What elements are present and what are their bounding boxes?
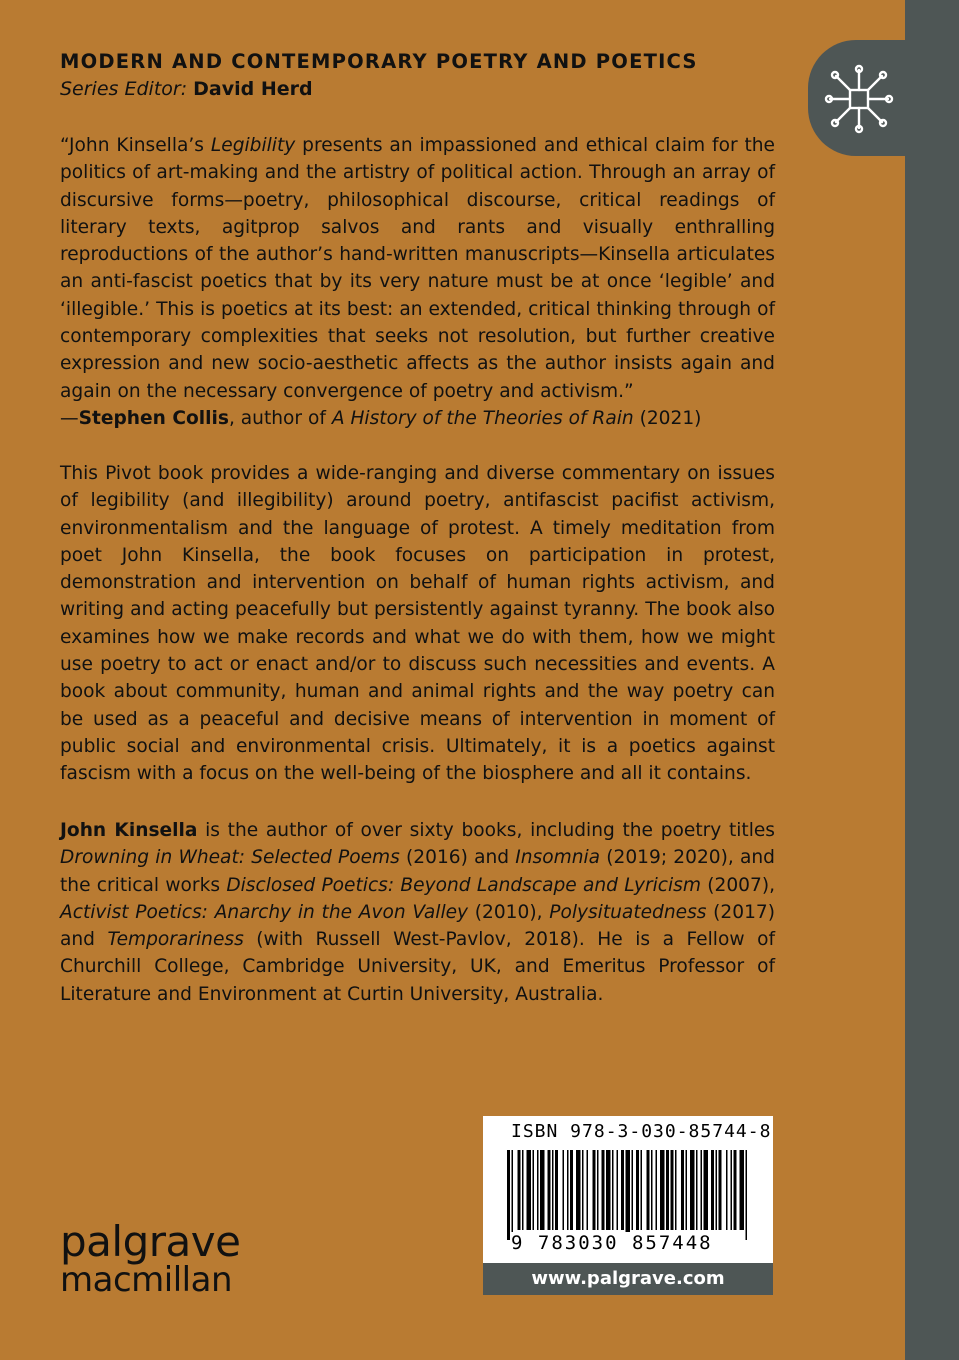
barcode-bar bbox=[555, 1150, 558, 1230]
barcode-bar bbox=[593, 1150, 596, 1230]
barcode-bar bbox=[632, 1150, 634, 1230]
barcode-bar bbox=[606, 1150, 611, 1230]
barcode-bar bbox=[731, 1150, 733, 1230]
barcode-bar bbox=[537, 1150, 539, 1230]
book-spine bbox=[905, 0, 959, 1360]
barcode-bar bbox=[518, 1150, 521, 1230]
barcode-bar bbox=[716, 1150, 718, 1230]
barcode-bar bbox=[552, 1150, 554, 1230]
bio-text-1: is the author of over sixty books, including the poetry titles bbox=[197, 820, 775, 841]
author-name: John Kinsella bbox=[60, 820, 198, 841]
barcode-bar bbox=[641, 1150, 643, 1230]
barcode-bar bbox=[647, 1150, 650, 1230]
barcode-bar bbox=[660, 1150, 665, 1230]
publisher-logo-line2: macmillan bbox=[60, 1260, 232, 1300]
series-editor-name: David Herd bbox=[193, 78, 313, 100]
series-emblem bbox=[808, 40, 908, 156]
barcode-bar bbox=[666, 1150, 669, 1230]
barcode-bar bbox=[527, 1150, 532, 1230]
barcode-bar bbox=[746, 1150, 748, 1240]
barcode-bar bbox=[582, 1150, 584, 1230]
barcode-bar bbox=[570, 1150, 573, 1230]
barcode-bar bbox=[734, 1150, 737, 1230]
quote-text-body: presents an impassioned and ethical claim for the politics of art-making and the artistry of political action. Through an array of discursive forms—poetry, philosophical discourse, critical readings of literary texts, agitprop salvos and rants and visually enthralling reproductions of the author’s hand-written manuscripts—Kinsella articulates an anti-fascist poetics that by its very nature must be at once ‘legible’ and ‘illegible.’ This is poetics at its best: an extended, critical thinking through of contemporary complexities that seeks not resolution, but further creative expression and new socio-aesthetic affects as the author insists again and again on the necessary convergence of poetry and activism.” bbox=[60, 135, 776, 402]
isbn-text: ISBN 978-3-030-85744-8 bbox=[511, 1121, 772, 1142]
barcode-bar bbox=[548, 1150, 551, 1230]
bio-book-3: Disclosed Poetics: Beyond Landscape and Lyricism bbox=[226, 874, 701, 896]
palgrave-star-icon bbox=[824, 64, 894, 134]
barcode-bar bbox=[656, 1150, 658, 1230]
barcode-bar bbox=[626, 1150, 631, 1240]
barcode-bar bbox=[719, 1150, 722, 1230]
barcode-bar bbox=[602, 1150, 605, 1230]
barcode-bars bbox=[503, 1150, 753, 1240]
bio-text-6: (2017) and bbox=[60, 901, 775, 951]
bio-text-2: (2016) and bbox=[399, 847, 516, 869]
barcode-bar bbox=[522, 1150, 524, 1230]
attribution-text: , author of bbox=[228, 408, 332, 429]
barcode-bar bbox=[740, 1150, 745, 1230]
barcode-bar bbox=[576, 1150, 581, 1230]
barcode-bar bbox=[587, 1150, 589, 1230]
barcode-bar bbox=[533, 1150, 535, 1230]
barcode-bar bbox=[507, 1150, 510, 1240]
quote-attribution bbox=[60, 405, 701, 432]
barcode-bar bbox=[701, 1150, 703, 1230]
publisher-logo bbox=[60, 1217, 241, 1300]
barcode-bar bbox=[512, 1150, 514, 1240]
bio-book-4: Activist Poetics: Anarchy in the Avon Valley bbox=[60, 901, 469, 923]
bio-text-7: (with Russell West-Pavlov, 2018). He is a Fellow of Churchill College, Cambridge University, UK, and Emeritus Professor of Literature and Environment at Curtin University, Australia. bbox=[60, 929, 775, 1005]
quote-text-start: “John Kinsella’s bbox=[60, 135, 211, 156]
publisher-url: www.palgrave.com bbox=[483, 1263, 773, 1295]
barcode-bar bbox=[636, 1150, 639, 1230]
isbn-barcode bbox=[483, 1116, 773, 1263]
bio-book-2: Insomnia bbox=[515, 847, 601, 869]
series-editor bbox=[60, 78, 313, 100]
barcode-bar bbox=[690, 1150, 695, 1230]
author-bio bbox=[60, 817, 775, 1008]
barcode-bar bbox=[675, 1150, 677, 1230]
barcode-bar bbox=[696, 1150, 698, 1230]
attribution-year: (2021) bbox=[633, 408, 702, 429]
barcode-bar bbox=[711, 1150, 714, 1230]
quote-book-title: Legibility bbox=[210, 135, 296, 156]
barcode-bar bbox=[704, 1150, 709, 1230]
bio-text-5: (2010), bbox=[468, 901, 550, 923]
endorsement-quote bbox=[60, 132, 775, 405]
series-editor-label: Series Editor: bbox=[60, 78, 188, 100]
book-description: This Pivot book provides a wide-ranging and diverse commentary on issues of legibility (and illegibility) around poetry, antifascist pacifist activism, environmentalism and the language of protest. A timely meditation from poet John Kinsella, the book focuses on participation in protest, demonstration and intervention on behalf of human rights activism, and writing and acting peacefully but persistently against tyranny. The book also examines how we make records and what we do with them, how we might use poetry to act or enact and/or to discuss such necessities and events. A book about community, human and animal rights and the way poetry can be used as a peaceful and decisive means of intervention in moment of public social and environmental crisis. Ultimately, it is a poetics against fascism with a focus on the well-being of the biosphere and all it contains. bbox=[60, 463, 775, 785]
barcode-bar bbox=[686, 1150, 688, 1230]
barcode-bar bbox=[567, 1150, 569, 1230]
bio-text-4: (2007), bbox=[700, 874, 775, 896]
attribution-name: Stephen Collis bbox=[78, 408, 229, 429]
ean-digits: 9 783030 857448 bbox=[511, 1232, 713, 1254]
barcode-bar bbox=[617, 1150, 619, 1230]
attribution-book: A History of the Theories of Rain bbox=[331, 408, 634, 429]
barcode-bar bbox=[726, 1150, 728, 1230]
attribution-dash: — bbox=[60, 408, 79, 429]
barcode-bar bbox=[540, 1150, 545, 1230]
barcode-bar bbox=[597, 1150, 599, 1230]
barcode-bar bbox=[651, 1150, 653, 1230]
barcode-bar bbox=[612, 1150, 614, 1230]
barcode-bar bbox=[563, 1150, 565, 1230]
bio-book-6: Temporariness bbox=[107, 929, 244, 951]
barcode-bar bbox=[671, 1150, 674, 1230]
bio-book-1: Drowning in Wheat: Selected Poems bbox=[60, 847, 400, 869]
barcode-bar bbox=[621, 1150, 624, 1230]
series-title: MODERN AND CONTEMPORARY POETRY AND POETICS bbox=[60, 50, 698, 73]
bio-text-3: (2019; 2020), and the critical works bbox=[60, 847, 775, 896]
publisher-logo-line1: palgrave bbox=[60, 1217, 241, 1266]
barcode-bar bbox=[681, 1150, 684, 1230]
bio-book-5: Polysituatedness bbox=[549, 901, 707, 923]
